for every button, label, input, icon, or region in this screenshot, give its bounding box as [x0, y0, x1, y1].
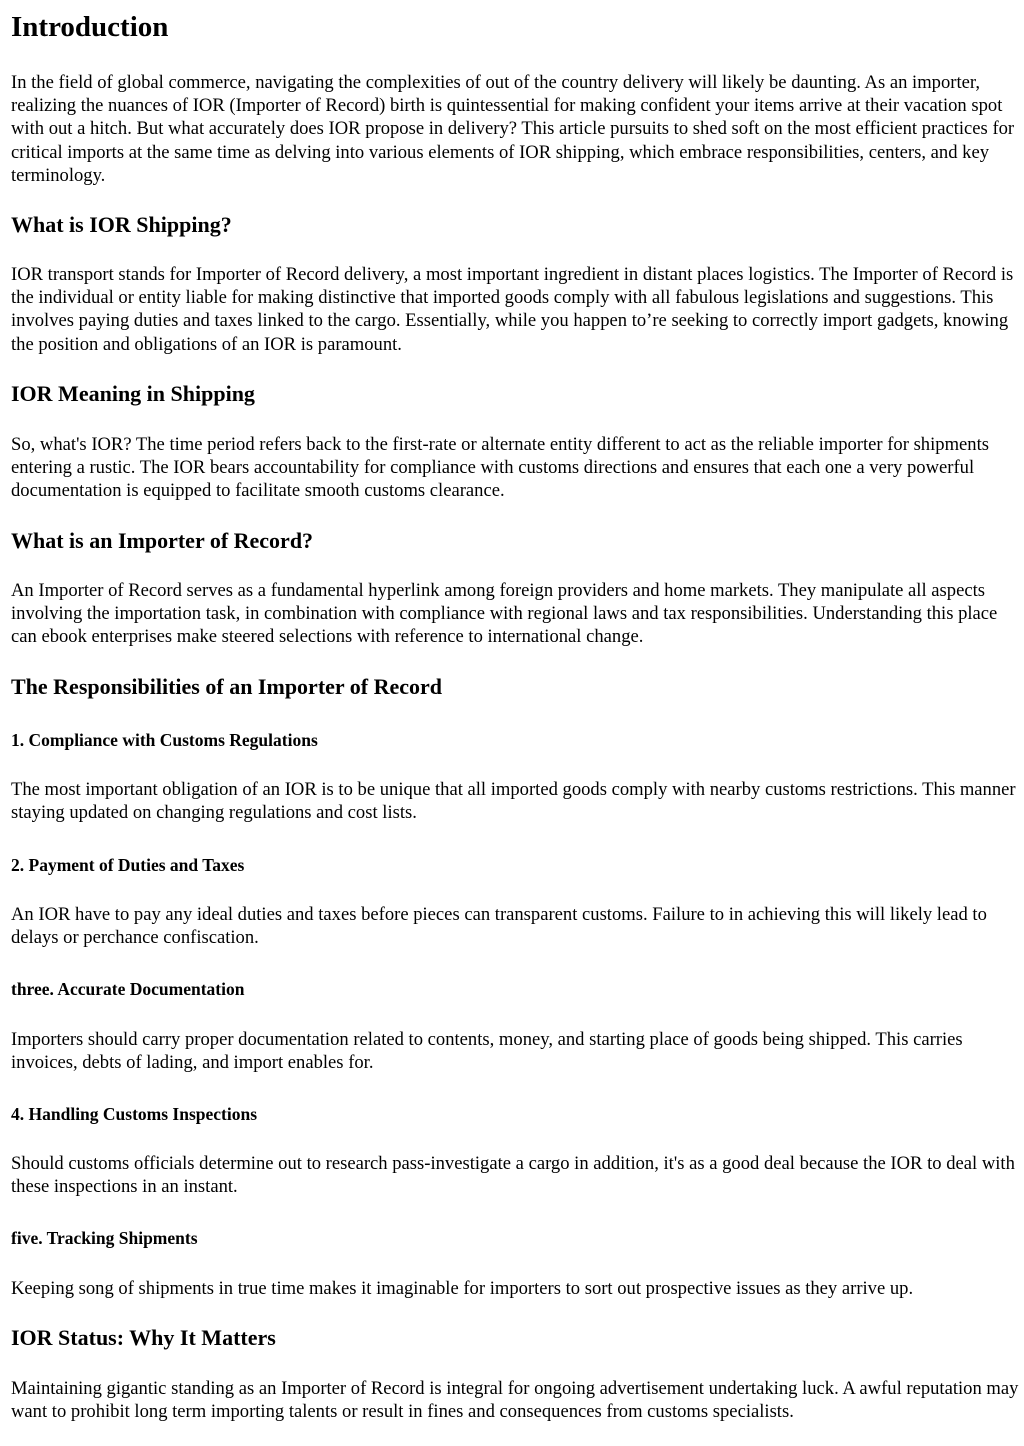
ior-meaning-paragraph: So, what's IOR? The time period refers back to the first-rate or alternate entity different to act as the reliable importer for shipments entering a rustic. The IOR bears accountability for compliance with customs directions and ensures that each one a very powerful documentation is equipped to facilitate smooth customs clearance. [11, 434, 989, 502]
ior-shipping-heading: What is IOR Shipping? [11, 212, 232, 237]
ior-status-heading: IOR Status: Why It Matters [11, 1325, 276, 1350]
responsibility-text: Keeping song of shipments in true time makes it imaginable for importers to sort out prospective issues as they arrive up. [11, 1278, 914, 1299]
ior-status-paragraph: Maintaining gigantic standing as an Importer of Record is integral for ongoing advertisement undertaking luck. A awful reputation may want to prohibit long term importing talents or result in fines and consequences from customs specialists. [11, 1378, 1019, 1423]
responsibility-title: 2. Payment of Duties and Taxes [11, 855, 245, 875]
responsibility-title: three. Accurate Documentation [11, 979, 245, 999]
introduction-heading: Introduction [11, 11, 169, 43]
responsibility-text: Importers should carry proper documentation related to contents, money, and starting place of goods being shipped. This carries invoices, debts of lading, and import enables for. [11, 1029, 963, 1074]
ior-meaning-heading: IOR Meaning in Shipping [11, 381, 255, 406]
introduction-paragraph: In the field of global commerce, navigating the complexities of out of the country delivery will likely be daunting. As an importer, realizing the nuances of IOR (Importer of Record) birth is quintessential for making confident your items arrive at their vacation spot with out a hitch. But what accurately does IOR propose in delivery? This article pursuits to shed soft on the most efficient practices for critical imports at the same time as delving into various elements of IOR shipping, which embrace responsibilities, centers, and key terminology. [11, 72, 1015, 186]
responsibility-title: 4. Handling Customs Inspections [11, 1104, 258, 1124]
importer-of-record-paragraph: An Importer of Record serves as a fundamental hyperlink among foreign providers and home markets. They manipulate all aspects involving the importation task, in combination with compliance with regional laws and tax responsibilities. Understanding this place can ebook enterprises make steered selections with reference to international change. [11, 580, 998, 648]
responsibility-text: The most important obligation of an IOR is to be unique that all imported goods comply with nearby customs restrictions. This manner staying updated on changing regulations and cost lists. [11, 779, 1016, 824]
responsibilities-heading: The Responsibilities of an Importer of Record [11, 674, 443, 699]
responsibility-title: 1. Compliance with Customs Regulations [11, 730, 318, 750]
responsibility-text: An IOR have to pay any ideal duties and taxes before pieces can transparent customs. Failure to in achieving this will likely lead to delays or perchance confiscation. [11, 904, 987, 949]
ior-shipping-paragraph: IOR transport stands for Importer of Record delivery, a most important ingredient in distant places logistics. The Importer of Record is the individual or entity liable for making distinctive that imported goods comply with all fabulous legislations and suggestions. This involves paying duties and taxes linked to the cargo. Essentially, while you happen to’re seeking to correctly import gadgets, knowing the position and obligations of an IOR is paramount. [11, 264, 1014, 355]
importer-of-record-heading: What is an Importer of Record? [11, 528, 314, 553]
responsibility-text: Should customs officials determine out to research pass-investigate a cargo in addition, it's as a good deal because the IOR to deal with these inspections in an instant. [11, 1153, 1015, 1198]
responsibility-title: five. Tracking Shipments [11, 1228, 198, 1248]
